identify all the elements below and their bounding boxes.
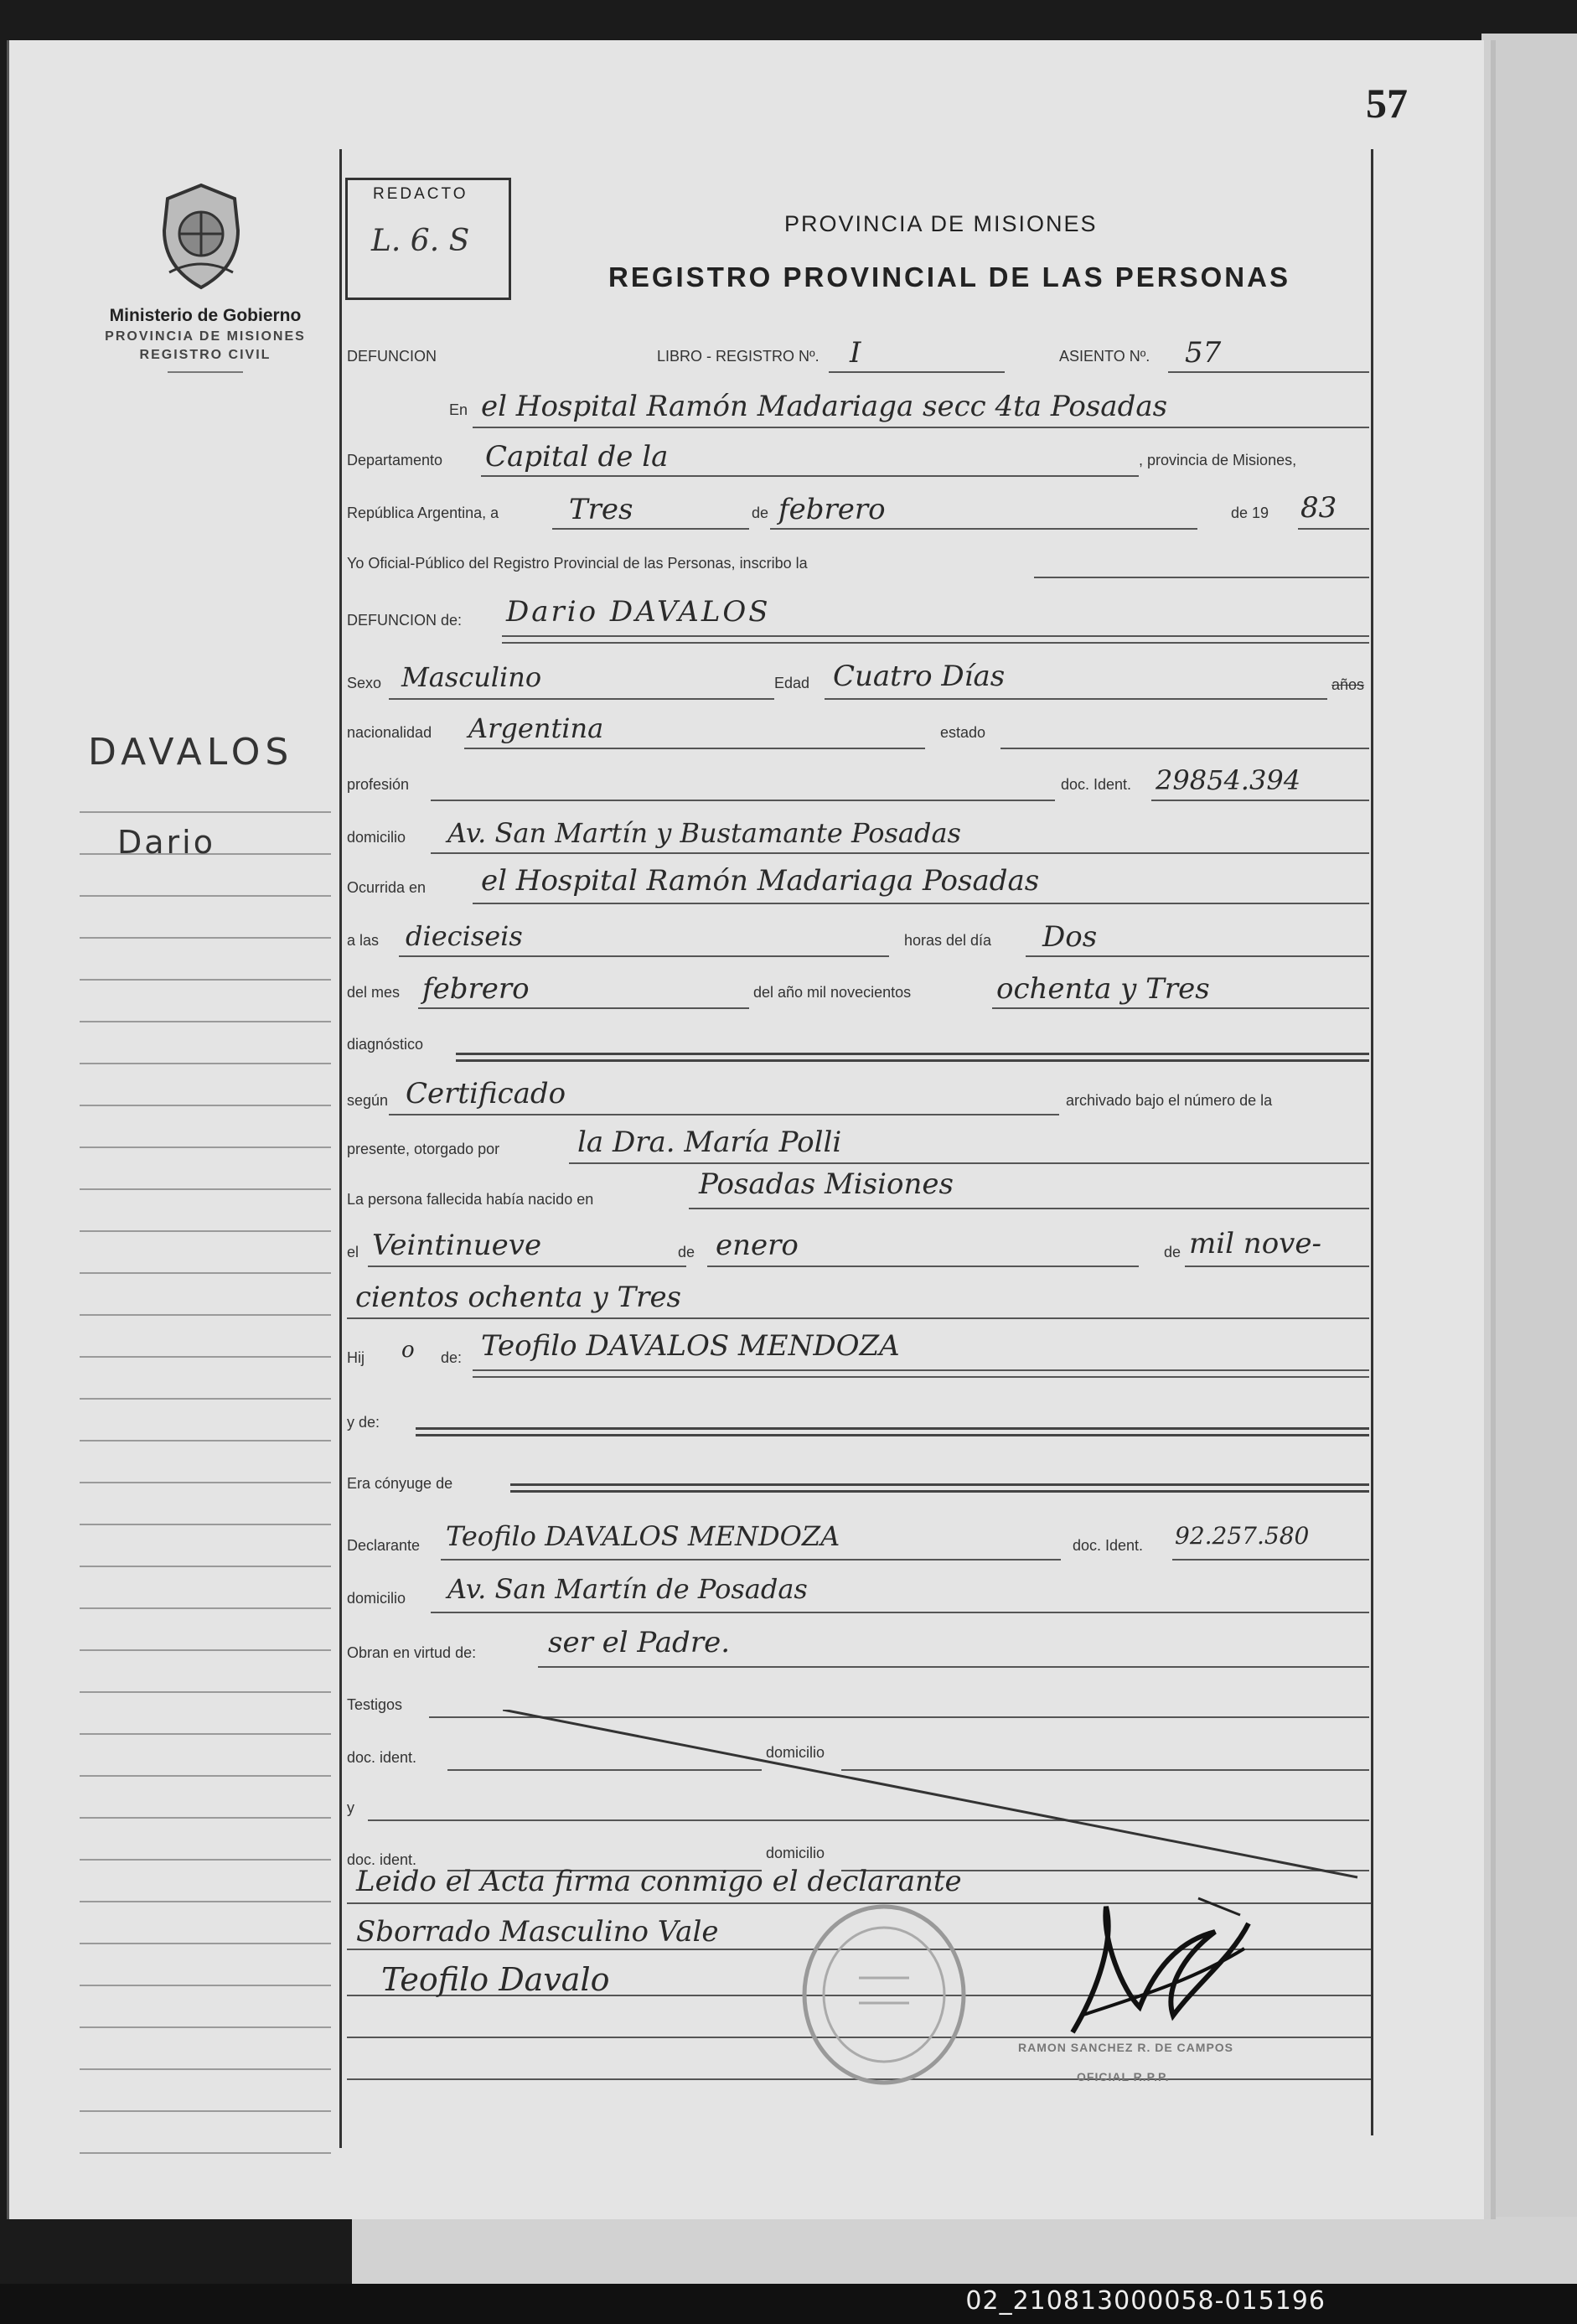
redacto-box: [345, 178, 511, 300]
profesion-label: profesión: [347, 776, 410, 793]
row-republica: [347, 493, 1371, 543]
ministry-header: [80, 306, 331, 373]
stub-ruled-line: [80, 939, 331, 981]
de-enero-value: enero: [716, 1229, 799, 1262]
book-edge: [352, 2217, 1577, 2284]
stub-ruled-line: [80, 1148, 331, 1190]
el-label: el: [347, 1244, 359, 1260]
stub-ruled-line: [80, 1442, 331, 1483]
stub-ruled-line: [80, 1567, 331, 1609]
domicilio-value: Av. San Martín y Bustamante Posadas: [447, 817, 961, 849]
libro-label: LIBRO - REGISTRO Nº.: [657, 348, 820, 365]
departamento-value: Capital de la: [485, 440, 669, 474]
defuncion-label: DEFUNCION: [347, 348, 437, 365]
right-frame-line: [1371, 149, 1373, 2135]
row-conyuge: [347, 1450, 1371, 1500]
footer-bar: [0, 2284, 1577, 2324]
fallecido-value: Dario DAVALOS: [506, 595, 771, 629]
stamp-official-title: OFICIAL R.P.P.: [1077, 2070, 1170, 2083]
y-label: y: [347, 1799, 354, 1816]
redacto-value: L. 6. S: [371, 224, 470, 258]
row-profesion: [347, 764, 1371, 815]
row-domicilio: [347, 817, 1371, 867]
declarant-signature: Teofilo Davalo: [381, 1961, 610, 1998]
stub-ruled-line: [80, 1190, 331, 1232]
page-number: 57: [1366, 80, 1408, 127]
segun-label: según: [347, 1092, 389, 1109]
row-del-mes: [347, 972, 1371, 1022]
nacionalidad-value: Argentina: [468, 712, 604, 744]
ministry-rule: [168, 371, 243, 373]
stamp-official-name: RAMON SANCHEZ R. DE CAMPOS: [1018, 2041, 1234, 2054]
stub-ruled-line: [80, 1777, 331, 1819]
stub-ruled-line: [80, 1902, 331, 1944]
row-departamento: [347, 440, 1371, 490]
province-heading: PROVINCIA DE MISIONES: [784, 211, 1098, 236]
departamento-label: Departamento: [347, 452, 443, 468]
doc-ident2-label: doc. ident.: [347, 1851, 417, 1868]
row-decl-domicilio: [347, 1571, 1371, 1622]
horas-value: Dos: [1042, 920, 1098, 954]
stub-ruled-line: [80, 1358, 331, 1400]
domicilio1-label: domicilio: [766, 1744, 825, 1761]
decl-domicilio-value: Av. San Martín de Posadas: [447, 1573, 808, 1605]
de19-label: de 19: [1231, 505, 1269, 521]
stub-ruled-line: [80, 1106, 331, 1148]
ministry-registry: REGISTRO CIVIL: [139, 348, 271, 362]
ministry-province: PROVINCIA DE MISIONES: [105, 329, 306, 344]
libro-value: I: [850, 336, 861, 370]
stub-ruled-line: [80, 1819, 331, 1861]
stub-ruled-line: [80, 1232, 331, 1274]
asiento-value: 57: [1185, 336, 1222, 370]
stub-ruled-line: [80, 1693, 331, 1735]
coat-of-arms-seal: [151, 180, 251, 293]
provincia-label: , provincia de Misiones,: [1139, 452, 1297, 468]
row-obran: [347, 1626, 1371, 1676]
row-y-de: [347, 1395, 1371, 1446]
doc-label: doc. Ident.: [1061, 776, 1132, 793]
stub-ruled-line: [80, 1609, 331, 1651]
anio-mil-value: ochenta y Tres: [996, 972, 1210, 1006]
ministry-name: Ministerio de Gobierno: [109, 306, 302, 325]
stub-surname: DAVALOS: [88, 731, 294, 774]
stub-ruled-line: [80, 2070, 331, 2112]
declarante-value: Teofilo DAVALOS MENDOZA: [446, 1520, 840, 1552]
stub-lines: [80, 771, 331, 2154]
en-value: el Hospital Ramón Madariaga secc 4ta Posadas: [481, 390, 1168, 423]
hijo-suffix: o: [401, 1338, 415, 1363]
image-id-label: 02_210813000058-015196: [965, 2286, 1326, 2316]
stub-ruled-line: [80, 1064, 331, 1106]
a-las-label: a las: [347, 932, 380, 949]
row-sexo: [347, 658, 1371, 708]
a-las-value: dieciseis: [406, 920, 523, 952]
stub-ruled-line: [80, 2028, 331, 2070]
row-ocurrida: [347, 864, 1371, 918]
redacto-label: REDACTO: [373, 185, 468, 203]
presente-label: presente, otorgado por: [347, 1141, 500, 1157]
en-label: En: [449, 401, 468, 418]
nacido-value: Posadas Misiones: [699, 1167, 954, 1201]
oficial-label: Yo Oficial-Público del Registro Provincial de las Personas, inscribo la: [347, 555, 808, 572]
dia-value: Tres: [569, 493, 633, 526]
declarante-doc-label: doc. Ident.: [1073, 1537, 1144, 1554]
stub-given-name: Dario: [117, 824, 215, 861]
row-oficial: [347, 545, 1371, 595]
domicilio2-label: domicilio: [766, 1845, 825, 1861]
stub-ruled-line: [80, 1525, 331, 1567]
del-mes-label: del mes: [347, 984, 401, 1001]
official-stamp: [800, 1902, 968, 2087]
ocurrida-label: Ocurrida en: [347, 879, 427, 896]
anos-label: años: [1331, 676, 1365, 693]
de-enero-label: de: [678, 1244, 695, 1260]
cientos-value: cientos ochenta y Tres: [355, 1281, 682, 1314]
stub-ruled-line: [80, 1944, 331, 1986]
left-frame-line: [339, 149, 342, 2148]
nacionalidad-label: nacionalidad: [347, 724, 432, 741]
registry-title: REGISTRO PROVINCIAL DE LAS PERSONAS: [608, 261, 1290, 292]
row-libro: [347, 336, 1371, 390]
stub-ruled-line: [80, 855, 331, 897]
row-segun: [347, 1077, 1371, 1127]
asiento-label: ASIENTO Nº.: [1059, 348, 1150, 365]
stub-ruled-line: [80, 1483, 331, 1525]
sexo-value: Masculino: [401, 661, 542, 693]
ocurrida-value: el Hospital Ramón Madariaga Posadas: [481, 864, 1040, 898]
stub-ruled-line: [80, 771, 331, 813]
diagnostico-label: diagnóstico: [347, 1036, 424, 1053]
domicilio-label: domicilio: [347, 829, 406, 846]
segun-value: Certificado: [406, 1077, 566, 1110]
row-declarante: [347, 1517, 1371, 1567]
hijo-value: Teofilo DAVALOS MENDOZA: [481, 1329, 900, 1363]
stub-ruled-line: [80, 1651, 331, 1693]
del-mes-value: febrero: [422, 972, 530, 1006]
stub-ruled-line: [80, 1735, 331, 1777]
presente-value: la Dra. María Polli: [577, 1126, 842, 1159]
declarante-doc-value: 92.257.580: [1175, 1522, 1310, 1550]
stub-ruled-line: [80, 1022, 331, 1064]
stub-ruled-line: [80, 1316, 331, 1358]
stub-ruled-line: [80, 981, 331, 1022]
republica-label: República Argentina, a: [347, 505, 499, 521]
decl-domicilio-label: domicilio: [347, 1590, 406, 1607]
row-fallecido: [347, 595, 1371, 645]
row-hijo: [347, 1329, 1371, 1383]
horas-label: horas del día: [904, 932, 992, 949]
row-cientos: [347, 1282, 1371, 1333]
obran-value: ser el Padre.: [548, 1626, 730, 1659]
row-en: [347, 390, 1371, 440]
doc-value: 29854.394: [1156, 764, 1301, 796]
hijo-de-label: de:: [441, 1349, 463, 1366]
edad-label: Edad: [774, 675, 810, 691]
stub-ruled-line: [80, 1400, 331, 1442]
obran-label: Obran en virtud de:: [347, 1644, 477, 1661]
archivado-label: archivado bajo el número de la: [1066, 1092, 1273, 1109]
edad-value: Cuatro Días: [833, 660, 1006, 693]
row-fecha-nacimiento: [347, 1227, 1371, 1281]
row-nacionalidad: [347, 712, 1371, 763]
anio-value: 83: [1300, 491, 1337, 525]
official-signature: [1064, 1890, 1257, 2041]
stub-ruled-line: [80, 1861, 331, 1902]
conyuge-label: Era cónyuge de: [347, 1475, 453, 1492]
row-nacido: [347, 1167, 1371, 1228]
row-a-las: [347, 920, 1371, 970]
y-de-label: y de:: [347, 1414, 380, 1431]
hijo-label: Hij: [347, 1349, 365, 1366]
de-mil-value: mil nove-: [1189, 1227, 1321, 1260]
de-label: de: [752, 505, 769, 521]
estado-label: estado: [940, 724, 986, 741]
stub-ruled-line: [80, 1274, 331, 1316]
stub-ruled-line: [80, 2112, 331, 2154]
note-line-1: Leido el Acta firma conmigo el declarante: [356, 1865, 962, 1898]
de-mil-label: de: [1164, 1244, 1181, 1260]
declarante-label: Declarante: [347, 1537, 421, 1554]
note-line-2: Sborrado Masculino Vale: [356, 1915, 719, 1949]
doc-ident1-label: doc. ident.: [347, 1749, 417, 1766]
stub-ruled-line: [80, 1986, 331, 2028]
anio-mil-label: del año mil novecientos: [753, 984, 912, 1001]
adjacent-page-edge: [1481, 34, 1577, 2296]
mes-value: febrero: [778, 493, 886, 526]
row-diagnostico: [347, 1024, 1371, 1074]
el-value: Veintinueve: [372, 1229, 542, 1262]
nacido-label: La persona fallecida había nacido en: [347, 1191, 594, 1208]
defuncion-de-label: DEFUNCION de:: [347, 612, 463, 629]
sexo-label: Sexo: [347, 675, 382, 691]
stub-ruled-line: [80, 897, 331, 939]
testigos-label: Testigos: [347, 1696, 403, 1713]
